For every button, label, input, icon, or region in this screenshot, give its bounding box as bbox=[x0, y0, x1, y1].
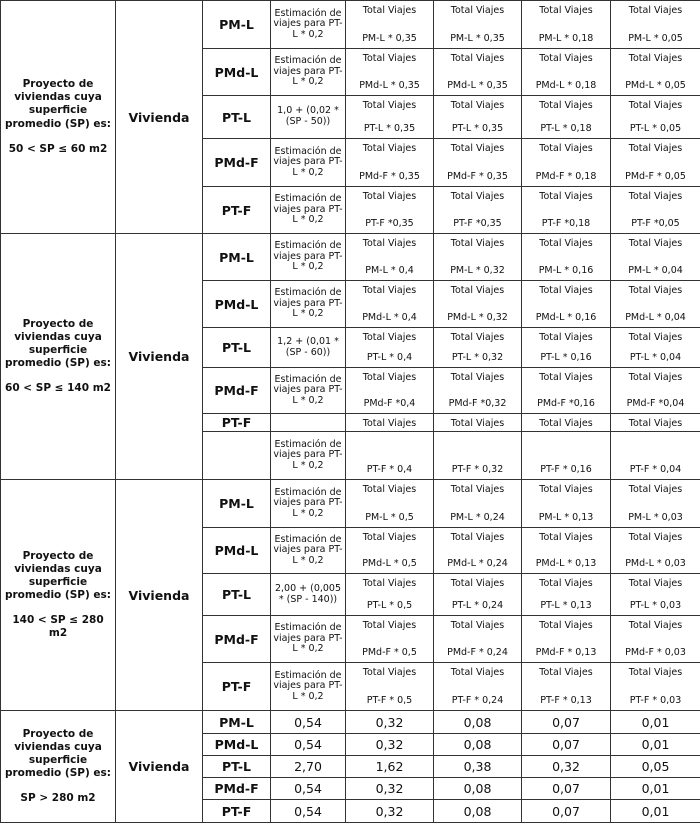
formula-cell bbox=[611, 187, 700, 234]
trip-value: 2,70 bbox=[271, 756, 346, 778]
formula-cell bbox=[611, 528, 700, 574]
formula: PT-F * 0,03 bbox=[629, 695, 682, 706]
total-label: Total Viajes bbox=[450, 332, 505, 343]
total-label: Total Viajes bbox=[628, 532, 683, 543]
estimation-cell: Estimación de viajes para PT-L * 0,2 bbox=[271, 281, 346, 328]
formula: PMd-L * 0,35 bbox=[359, 80, 420, 91]
formula: PM-L * 0,35 bbox=[450, 33, 505, 44]
formula: PM-L * 0,13 bbox=[538, 512, 594, 523]
trip-value: 0,54 bbox=[271, 711, 346, 734]
formula: PMd-L * 0,35 bbox=[447, 80, 508, 91]
formula: PT-F * 0,13 bbox=[540, 695, 592, 706]
formula-cell bbox=[522, 480, 611, 528]
use-type-cell: Vivienda bbox=[116, 711, 203, 823]
formula: PMd-L * 0,04 bbox=[625, 312, 686, 323]
formula-cell bbox=[434, 480, 522, 528]
total-label: Total Viajes bbox=[539, 5, 593, 16]
formula-cell bbox=[522, 528, 611, 574]
formula: PT-L * 0,5 bbox=[366, 600, 413, 611]
total-label: Total Viajes bbox=[362, 667, 417, 678]
formula: PT-F * 0,04 bbox=[629, 464, 682, 475]
total-label: Total Viajes bbox=[628, 620, 683, 631]
trip-value: 0,54 bbox=[271, 778, 346, 800]
formula: PM-L * 0,5 bbox=[365, 512, 414, 523]
total-label: Total Viajes bbox=[539, 53, 593, 64]
surface-range: 50 < SP ≤ 60 m2 bbox=[8, 142, 108, 155]
trip-value: 0,54 bbox=[271, 800, 346, 823]
formula-cell bbox=[611, 328, 700, 368]
trip-value: 0,08 bbox=[434, 800, 522, 823]
total-label: Total Viajes bbox=[450, 484, 505, 495]
formula-cell bbox=[346, 328, 434, 368]
total-label: Total Viajes bbox=[362, 53, 417, 64]
formula-cell bbox=[346, 368, 434, 414]
total-label: Total Viajes bbox=[628, 285, 683, 296]
formula: PT-F * 0,32 bbox=[451, 464, 504, 475]
total-label: Total Viajes bbox=[628, 372, 683, 383]
formula: PT-F *0,35 bbox=[365, 218, 414, 229]
formula: PT-F * 0,24 bbox=[451, 695, 504, 706]
project-description: Proyecto de viviendas cuya superficie promedio (SP) es: bbox=[4, 549, 112, 601]
total-label: Total Viajes bbox=[362, 578, 417, 589]
formula: PT-F * 0,4 bbox=[366, 464, 413, 475]
table-row bbox=[1, 480, 700, 528]
project-description: Proyecto de viviendas cuya superficie promedio (SP) es: bbox=[4, 317, 112, 370]
total-label: Total Viajes bbox=[628, 332, 683, 343]
total-label: Total Viajes bbox=[450, 532, 505, 543]
formula-cell bbox=[434, 96, 522, 139]
formula-cell bbox=[522, 368, 611, 414]
table-row bbox=[1, 711, 700, 734]
formula-cell bbox=[346, 616, 434, 663]
total-label: Total Viajes bbox=[362, 285, 417, 296]
surface-range: 60 < SP ≤ 140 m2 bbox=[5, 382, 111, 395]
total-label: Total Viajes bbox=[628, 143, 683, 154]
formula: PM-L * 0,03 bbox=[628, 512, 683, 523]
trip-value: 0,08 bbox=[434, 778, 522, 800]
formula-cell bbox=[434, 432, 522, 480]
total-label: Total Viajes bbox=[362, 5, 417, 16]
formula-cell bbox=[434, 663, 522, 711]
total-label: Total Viajes bbox=[539, 285, 593, 296]
estimation-cell: Estimación de viajes para PT-L * 0,2 bbox=[271, 432, 346, 480]
total-label: Total Viajes bbox=[539, 372, 593, 383]
formula-cell bbox=[346, 574, 434, 616]
formula-cell bbox=[522, 432, 611, 480]
total-label: Total Viajes bbox=[362, 484, 417, 495]
project-description: Proyecto de viviendas cuya superficie promedio (SP) es: bbox=[4, 727, 112, 780]
trip-code: PMd-L bbox=[203, 49, 271, 96]
surface-range: SP > 280 m2 bbox=[20, 792, 96, 805]
formula-cell bbox=[346, 432, 434, 480]
trip-code: PM-L bbox=[203, 1, 271, 49]
total-label: Total Viajes bbox=[450, 418, 505, 429]
formula: PT-L * 0,16 bbox=[540, 352, 592, 363]
estimation-cell: Estimación de viajes para PT-L * 0,2 bbox=[271, 368, 346, 414]
formula: PT-L * 0,35 bbox=[363, 123, 416, 134]
total-label: Total Viajes bbox=[628, 484, 683, 495]
total-label: Total Viajes bbox=[628, 5, 683, 16]
trip-value: 0,08 bbox=[434, 711, 522, 734]
formula: PMd-L * 0,05 bbox=[625, 80, 686, 91]
formula-cell bbox=[346, 281, 434, 328]
trip-value: 0,32 bbox=[346, 734, 434, 756]
trip-code: PMd-F bbox=[203, 139, 271, 187]
formula-cell bbox=[522, 49, 611, 96]
project-description-cell bbox=[1, 1, 116, 234]
total-label: Total Viajes bbox=[628, 418, 683, 429]
formula-cell bbox=[611, 1, 700, 49]
total-label: Total Viajes bbox=[450, 285, 505, 296]
trip-code: PT-F bbox=[203, 187, 271, 234]
trip-value: 0,07 bbox=[522, 711, 611, 734]
trip-value: 0,01 bbox=[611, 734, 700, 756]
estimation-cell bbox=[271, 414, 346, 432]
formula: PT-F *0,18 bbox=[541, 218, 591, 229]
formula-cell bbox=[522, 616, 611, 663]
formula-cell bbox=[522, 96, 611, 139]
total-label: Total Viajes bbox=[628, 100, 683, 111]
formula-cell bbox=[434, 1, 522, 49]
formula: PMd-F * 0,24 bbox=[447, 647, 508, 658]
formula: PM-L * 0,35 bbox=[362, 33, 417, 44]
trip-code: PM-L bbox=[203, 234, 271, 281]
trip-value: 0,07 bbox=[522, 734, 611, 756]
formula: PT-L * 0,35 bbox=[451, 123, 504, 134]
formula-cell bbox=[611, 432, 700, 480]
formula-cell bbox=[346, 1, 434, 49]
estimation-cell: Estimación de viajes para PT-L * 0,2 bbox=[271, 139, 346, 187]
estimation-cell: Estimación de viajes para PT-L * 0,2 bbox=[271, 49, 346, 96]
trip-value: 0,05 bbox=[611, 756, 700, 778]
estimation-cell: Estimación de viajes para PT-L * 0,2 bbox=[271, 234, 346, 281]
trip-code: PT-L bbox=[203, 328, 271, 368]
formula-cell bbox=[434, 281, 522, 328]
formula: PT-F *0,05 bbox=[631, 218, 680, 229]
total-label: Total Viajes bbox=[450, 191, 505, 202]
formula-cell bbox=[611, 480, 700, 528]
trip-code: PMd-L bbox=[203, 281, 271, 328]
trip-code: PMd-L bbox=[203, 528, 271, 574]
total-label: Total Viajes bbox=[539, 143, 593, 154]
total-label: Total Viajes bbox=[539, 620, 593, 631]
formula: PMd-F * 0,05 bbox=[625, 171, 686, 182]
total-label: Total Viajes bbox=[628, 191, 683, 202]
formula-cell bbox=[434, 139, 522, 187]
total-label: Total Viajes bbox=[450, 620, 505, 631]
formula-cell bbox=[346, 49, 434, 96]
formula-cell bbox=[434, 528, 522, 574]
use-type-cell: Vivienda bbox=[116, 234, 203, 480]
total-label: Total Viajes bbox=[450, 53, 505, 64]
total-label: Total Viajes bbox=[450, 143, 505, 154]
trip-value: 0,32 bbox=[346, 711, 434, 734]
project-description-cell bbox=[1, 480, 116, 711]
total-label: Total Viajes bbox=[362, 100, 417, 111]
formula: PT-L * 0,03 bbox=[629, 600, 682, 611]
total-label: Total Viajes bbox=[628, 238, 683, 249]
formula-cell bbox=[611, 96, 700, 139]
formula: PMd-F * 0,13 bbox=[535, 647, 597, 658]
total-cell bbox=[522, 414, 611, 432]
project-description-cell bbox=[1, 711, 116, 823]
formula: PMd-L * 0,16 bbox=[535, 312, 597, 323]
formula: PM-L * 0,04 bbox=[628, 265, 683, 276]
total-cell bbox=[346, 414, 434, 432]
formula-cell bbox=[522, 574, 611, 616]
formula-cell bbox=[522, 139, 611, 187]
formula: PMd-F *0,04 bbox=[626, 398, 685, 409]
trip-code: PMd-F bbox=[203, 368, 271, 414]
estimation-cell: 2,00 + (0,005 * (SP - 140)) bbox=[271, 574, 346, 616]
total-cell bbox=[611, 414, 700, 432]
formula: PT-L * 0,18 bbox=[540, 123, 592, 134]
total-label: Total Viajes bbox=[362, 532, 417, 543]
table-row bbox=[1, 1, 700, 49]
formula: PT-F * 0,5 bbox=[366, 695, 413, 706]
formula-cell bbox=[434, 328, 522, 368]
formula: PMd-L * 0,13 bbox=[535, 558, 597, 569]
trip-value: 0,08 bbox=[434, 734, 522, 756]
formula-cell bbox=[522, 281, 611, 328]
table-row bbox=[1, 234, 700, 281]
trip-value: 0,01 bbox=[611, 778, 700, 800]
formula-cell bbox=[611, 234, 700, 281]
formula: PMd-F * 0,5 bbox=[362, 647, 417, 658]
estimation-cell: Estimación de viajes para PT-L * 0,2 bbox=[271, 663, 346, 711]
formula: PMd-F * 0,35 bbox=[359, 171, 420, 182]
trip-value: 0,01 bbox=[611, 711, 700, 734]
total-label: Total Viajes bbox=[450, 667, 505, 678]
formula-cell bbox=[611, 368, 700, 414]
total-label: Total Viajes bbox=[362, 418, 417, 429]
total-cell bbox=[434, 414, 522, 432]
trip-code: PMd-L bbox=[203, 734, 271, 756]
formula: PMd-F * 0,18 bbox=[535, 171, 597, 182]
formula-cell bbox=[346, 234, 434, 281]
formula-cell bbox=[611, 663, 700, 711]
estimation-cell: 1,2 + (0,01 * (SP - 60)) bbox=[271, 328, 346, 368]
total-label: Total Viajes bbox=[539, 191, 593, 202]
trip-value: 1,62 bbox=[346, 756, 434, 778]
total-label: Total Viajes bbox=[628, 53, 683, 64]
trip-code: PT-L bbox=[203, 574, 271, 616]
estimation-cell: Estimación de viajes para PT-L * 0,2 bbox=[271, 616, 346, 663]
total-label: Total Viajes bbox=[450, 372, 505, 383]
formula-cell bbox=[346, 663, 434, 711]
total-label: Total Viajes bbox=[539, 484, 593, 495]
formula: PMd-L * 0,03 bbox=[625, 558, 686, 569]
trip-code: PMd-F bbox=[203, 616, 271, 663]
total-label: Total Viajes bbox=[450, 5, 505, 16]
formula: PT-L * 0,05 bbox=[629, 123, 682, 134]
formula-cell bbox=[434, 187, 522, 234]
formula: PMd-L * 0,32 bbox=[447, 312, 508, 323]
formula-cell bbox=[434, 234, 522, 281]
formula: PM-L * 0,18 bbox=[538, 33, 594, 44]
formula: PM-L * 0,05 bbox=[628, 33, 683, 44]
trip-code: PT-F bbox=[203, 800, 271, 823]
formula: PMd-F *0,4 bbox=[363, 398, 416, 409]
trip-value: 0,38 bbox=[434, 756, 522, 778]
total-label: Total Viajes bbox=[539, 418, 593, 429]
use-type-cell: Vivienda bbox=[116, 1, 203, 234]
total-label: Total Viajes bbox=[628, 578, 683, 589]
estimation-cell: Estimación de viajes para PT-L * 0,2 bbox=[271, 528, 346, 574]
formula-cell bbox=[611, 49, 700, 96]
formula: PT-F *0,35 bbox=[453, 218, 502, 229]
trip-value: 0,54 bbox=[271, 734, 346, 756]
trip-code: PM-L bbox=[203, 711, 271, 734]
total-label: Total Viajes bbox=[539, 578, 593, 589]
formula: PM-L * 0,32 bbox=[450, 265, 505, 276]
formula-cell bbox=[611, 281, 700, 328]
total-label: Total Viajes bbox=[450, 238, 505, 249]
project-description: Proyecto de viviendas cuya superficie promedio (SP) es: bbox=[4, 78, 112, 130]
formula: PMd-F *0,32 bbox=[448, 398, 507, 409]
formula: PT-F * 0,16 bbox=[540, 464, 592, 475]
formula-cell bbox=[346, 139, 434, 187]
formula-cell bbox=[522, 234, 611, 281]
formula-cell bbox=[522, 1, 611, 49]
formula: PT-L * 0,13 bbox=[540, 600, 592, 611]
trip-value: 0,01 bbox=[611, 800, 700, 823]
trip-code bbox=[203, 432, 271, 480]
trip-code: PT-F bbox=[203, 663, 271, 711]
formula: PT-L * 0,24 bbox=[451, 600, 504, 611]
total-label: Total Viajes bbox=[362, 143, 417, 154]
formula-cell bbox=[611, 574, 700, 616]
total-label: Total Viajes bbox=[539, 238, 593, 249]
formula-cell bbox=[434, 574, 522, 616]
estimation-cell: Estimación de viajes para PT-L * 0,2 bbox=[271, 1, 346, 49]
formula: PM-L * 0,4 bbox=[365, 265, 414, 276]
formula-cell bbox=[434, 368, 522, 414]
formula: PMd-L * 0,4 bbox=[362, 312, 417, 323]
formula: PT-L * 0,04 bbox=[629, 352, 682, 363]
estimation-cell: Estimación de viajes para PT-L * 0,2 bbox=[271, 480, 346, 528]
formula: PMd-F * 0,03 bbox=[625, 647, 686, 658]
total-label: Total Viajes bbox=[450, 578, 505, 589]
formula: PMd-F *0,16 bbox=[537, 398, 595, 409]
trip-value: 0,07 bbox=[522, 800, 611, 823]
formula-cell bbox=[522, 663, 611, 711]
use-type-cell: Vivienda bbox=[116, 480, 203, 711]
trip-code: PT-L bbox=[203, 96, 271, 139]
formula-cell bbox=[522, 328, 611, 368]
total-label: Total Viajes bbox=[539, 332, 593, 343]
formula-cell bbox=[611, 139, 700, 187]
trip-value: 0,32 bbox=[346, 778, 434, 800]
formula: PMd-L * 0,18 bbox=[535, 80, 597, 91]
formula: PMd-L * 0,5 bbox=[362, 558, 417, 569]
formula: PM-L * 0,24 bbox=[450, 512, 505, 523]
formula-cell bbox=[611, 616, 700, 663]
total-label: Total Viajes bbox=[628, 667, 683, 678]
total-label: Total Viajes bbox=[362, 332, 417, 343]
formula-cell bbox=[346, 187, 434, 234]
formula-cell bbox=[434, 616, 522, 663]
estimation-cell: 1,0 + (0,02 * (SP - 50)) bbox=[271, 96, 346, 139]
formula-cell bbox=[434, 49, 522, 96]
total-label: Total Viajes bbox=[362, 238, 417, 249]
formula-cell bbox=[346, 96, 434, 139]
total-label: Total Viajes bbox=[362, 620, 417, 631]
total-label: Total Viajes bbox=[450, 100, 505, 111]
formula-cell bbox=[346, 528, 434, 574]
formula: PT-L * 0,32 bbox=[451, 352, 504, 363]
trip-value: 0,32 bbox=[522, 756, 611, 778]
total-label: Total Viajes bbox=[539, 100, 593, 111]
total-label: Total Viajes bbox=[539, 532, 593, 543]
total-label: Total Viajes bbox=[362, 372, 417, 383]
formula: PMd-L * 0,24 bbox=[447, 558, 508, 569]
formula: PM-L * 0,16 bbox=[538, 265, 594, 276]
trip-code: PM-L bbox=[203, 480, 271, 528]
project-description-cell bbox=[1, 234, 116, 480]
trip-value: 0,32 bbox=[346, 800, 434, 823]
trip-value: 0,07 bbox=[522, 778, 611, 800]
formula-cell bbox=[346, 480, 434, 528]
formula: PMd-F * 0,35 bbox=[447, 171, 508, 182]
total-label: Total Viajes bbox=[362, 191, 417, 202]
trip-code: PT-L bbox=[203, 756, 271, 778]
estimation-cell: Estimación de viajes para PT-L * 0,2 bbox=[271, 187, 346, 234]
total-label: Total Viajes bbox=[539, 667, 593, 678]
trip-code: PMd-F bbox=[203, 778, 271, 800]
formula: PT-L * 0,4 bbox=[366, 352, 413, 363]
surface-range: 140 < SP ≤ 280 m2 bbox=[12, 614, 104, 640]
trip-code: PT-F bbox=[203, 414, 271, 432]
formula-cell bbox=[522, 187, 611, 234]
